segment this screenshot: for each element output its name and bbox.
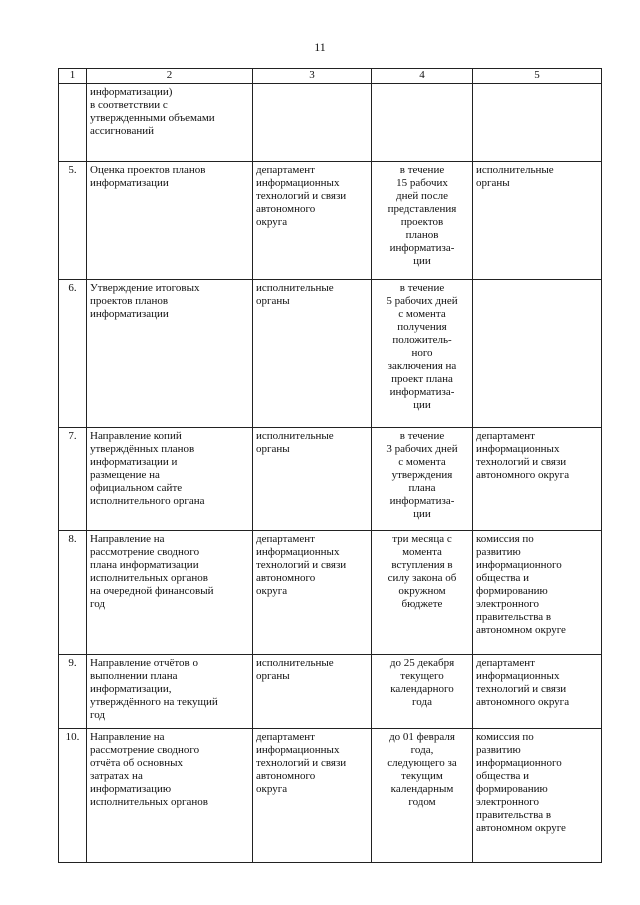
responsible-cell: исполнительные органы [253, 428, 372, 531]
table-row [59, 428, 602, 531]
recipient-cell [473, 280, 602, 428]
column-header-4: 4 [372, 69, 473, 84]
row-number: 10. [59, 729, 87, 863]
table-row [59, 655, 602, 729]
action-cell: Направление на рассмотрение сводного плана информатизации исполнительных органов на очередной финансовый год [87, 531, 253, 655]
column-number-row [59, 69, 602, 84]
column-header-5: 5 [473, 69, 602, 84]
recipient-cell: департамент информационных технологий и связи автономного округа [473, 655, 602, 729]
action-cell: Утверждение итоговых проектов планов информатизации [87, 280, 253, 428]
row-number: 5. [59, 162, 87, 280]
column-header-1: 1 [59, 69, 87, 84]
table-row [59, 280, 602, 428]
recipient-cell: департамент информационных технологий и связи автономного округа [473, 428, 602, 531]
responsible-cell [253, 84, 372, 162]
row-number: 8. [59, 531, 87, 655]
action-cell: Направление копий утверждённых планов информатизации и размещение на официальном сайте исполнительного органа [87, 428, 253, 531]
page-number: 11 [314, 40, 326, 54]
recipient-cell: комиссия по развитию информационного общества и формированию электронного правительства в автономном округе [473, 729, 602, 863]
recipient-cell: комиссия по развитию информационного общества и формированию электронного правительства в автономном округе [473, 531, 602, 655]
action-cell: Оценка проектов планов информатизации [87, 162, 253, 280]
column-header-2: 2 [87, 69, 253, 84]
recipient-cell: исполнительные органы [473, 162, 602, 280]
action-cell: Направление отчётов о выполнении плана информатизации, утверждённого на текущий год [87, 655, 253, 729]
responsible-cell: департамент информационных технологий и связи автономного округа [253, 162, 372, 280]
term-cell: в течение 3 рабочих дней с момента утверждения плана информатиза- ции [372, 428, 473, 531]
table-row [59, 162, 602, 280]
row-number: 9. [59, 655, 87, 729]
row-number: 6. [59, 280, 87, 428]
action-cell: информатизации) в соответствии с утвержденными объемами ассигнований [87, 84, 253, 162]
term-cell: в течение 15 рабочих дней после представления проектов планов информатиза- ции [372, 162, 473, 280]
table-row [59, 729, 602, 863]
table-row [59, 84, 602, 162]
information-plan-table [58, 68, 602, 863]
responsible-cell: департамент информационных технологий и связи автономного округа [253, 729, 372, 863]
table-row [59, 531, 602, 655]
responsible-cell: департамент информационных технологий и связи автономного округа [253, 531, 372, 655]
term-cell: до 01 февраля года, следующего за текущим календарным годом [372, 729, 473, 863]
term-cell: три месяца с момента вступления в силу закона об окружном бюджете [372, 531, 473, 655]
term-cell [372, 84, 473, 162]
row-number [59, 84, 87, 162]
recipient-cell [473, 84, 602, 162]
responsible-cell: исполнительные органы [253, 280, 372, 428]
column-header-3: 3 [253, 69, 372, 84]
responsible-cell: исполнительные органы [253, 655, 372, 729]
action-cell: Направление на рассмотрение сводного отчёта об основных затратах на информатизацию исполнительных органов [87, 729, 253, 863]
term-cell: до 25 декабря текущего календарного года [372, 655, 473, 729]
term-cell: в течение 5 рабочих дней с момента получения положитель- ного заключения на проект плана информатиза- ции [372, 280, 473, 428]
row-number: 7. [59, 428, 87, 531]
